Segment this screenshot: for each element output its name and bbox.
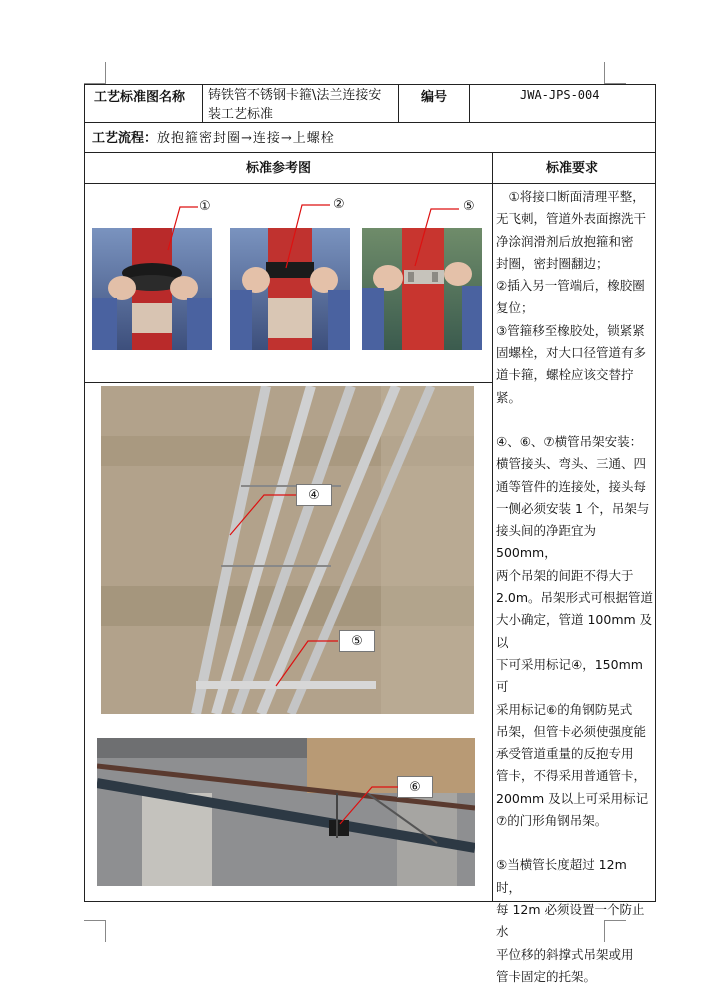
number-value: JWA-JPS-004 xyxy=(520,88,600,102)
req-line: 大小确定，管道 100mm 及以 xyxy=(496,612,653,650)
table-rule xyxy=(84,152,656,153)
req-line: 两个吊架的间距不得大于 xyxy=(496,567,634,583)
table-rule xyxy=(469,84,470,122)
leader-line xyxy=(405,202,461,268)
table-rule xyxy=(492,152,493,902)
marker-5a: ⑤ xyxy=(463,199,475,214)
marker-5b: ⑤ xyxy=(339,630,375,652)
req-line: 复位； xyxy=(496,300,534,316)
req-line: 无飞刺，管道外表面擦洗干 xyxy=(496,211,647,227)
req-line: 吊架，但管卡必须使强度能 xyxy=(496,723,647,739)
requirements-text xyxy=(496,186,654,988)
title-line: 铸铁管不锈钢卡箍\法兰连接安 xyxy=(208,88,382,103)
req-line: ④、⑥、⑦横管吊架安装： xyxy=(496,433,643,449)
req-line: 200mm 及以上可采用标记 xyxy=(496,790,649,806)
req-line: 横管接头、弯头、三通、四 xyxy=(496,456,647,472)
req-line: 平位移的斜撑式吊架或用 xyxy=(496,946,634,962)
req-line: 下可采用标记④，150mm 可 xyxy=(496,656,643,695)
photo-brace-art xyxy=(97,738,475,886)
req-line: ①将接口断面清理平整， xyxy=(496,189,645,204)
req-line: 接头间的净距宜为 500mm， xyxy=(496,523,597,561)
leader-line xyxy=(280,200,332,270)
spacer xyxy=(496,409,654,431)
column-head-reference: 标准参考图 xyxy=(246,161,312,176)
title-label: 工艺标准图名称 xyxy=(94,90,186,105)
marker-2: ② xyxy=(333,197,345,212)
req-line: 采用标记⑥的角钢防晃式 xyxy=(496,701,633,717)
marker-4: ④ xyxy=(296,484,332,506)
title-line: 装工艺标准 xyxy=(208,107,274,122)
number-label: 编号 xyxy=(421,90,448,105)
process-row xyxy=(92,127,335,146)
req-line: 一侧必须安装 1 个，吊架与 xyxy=(496,500,650,516)
leader-line xyxy=(270,636,342,688)
req-line: 管卡，不得采用普通管卡， xyxy=(496,768,647,784)
req-line: ③管箍移至橡胶处，锁紧紧 xyxy=(496,322,645,338)
req-line: 通等管件的连接处，接头每 xyxy=(496,478,647,494)
req-line: 道卡箍，螺栓应该交替拧 xyxy=(496,367,634,383)
req-line: 净涂润滑剂后放抱箍和密 xyxy=(496,233,634,249)
crop-mark xyxy=(84,62,106,84)
table-rule xyxy=(398,84,399,122)
req-line: 固螺栓，对大口径管道有多 xyxy=(496,345,647,361)
req-line: ⑤当横管长度超过 12m 时， xyxy=(496,857,627,895)
spacer xyxy=(496,832,654,854)
title-value xyxy=(208,86,396,124)
marker-6: ⑥ xyxy=(397,776,433,798)
req-line: ②插入另一管端后，橡胶圈 xyxy=(496,278,645,294)
process-label: 工艺流程： xyxy=(92,131,158,146)
req-line: 封圈，密封圈翻边； xyxy=(496,255,609,271)
leader-line xyxy=(336,782,400,828)
req-line: 承受管道重量的反抱专用 xyxy=(496,746,634,762)
req-line: 紧。 xyxy=(496,389,522,405)
column-head-requirements: 标准要求 xyxy=(546,161,599,176)
crop-mark xyxy=(604,62,626,84)
photo-brace xyxy=(97,738,475,886)
marker-1: ① xyxy=(199,199,211,214)
req-line: ⑦的门形角钢吊架。 xyxy=(496,813,608,829)
req-line: 2.0m。吊架形式可根据管道 xyxy=(496,590,654,606)
leader-line xyxy=(160,202,200,252)
req-line: 每 12m 必须设置一个防止水 xyxy=(496,901,645,940)
process-value: 放抱箍密封圈→连接→上螺栓 xyxy=(157,131,335,146)
leader-line xyxy=(224,490,300,540)
req-line: 管卡固定的托架。 xyxy=(496,968,597,984)
table-rule xyxy=(84,382,492,383)
table-rule xyxy=(202,84,203,122)
table-rule xyxy=(84,183,656,184)
